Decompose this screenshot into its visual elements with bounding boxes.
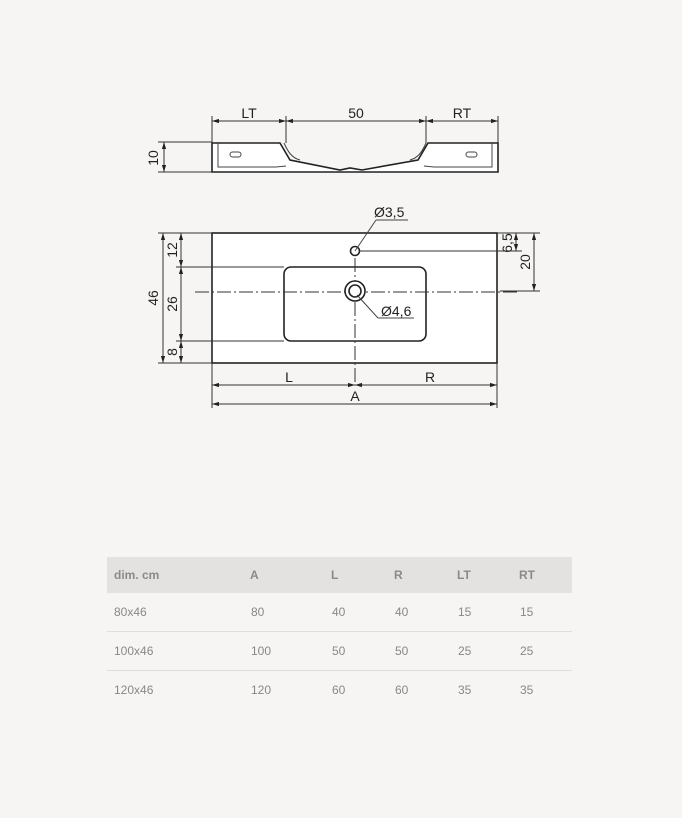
- header-l: L: [331, 557, 394, 593]
- table-row: [107, 671, 572, 710]
- basin-side-profile: [212, 143, 498, 172]
- top-view: [145, 204, 540, 408]
- label-drain: Ø4,6: [381, 303, 412, 319]
- label-20: 20: [517, 254, 533, 270]
- dimensions-table: [107, 557, 572, 709]
- side-view: [145, 105, 498, 172]
- label-6-5: 6,5: [499, 233, 515, 253]
- cell-a: 100: [250, 632, 331, 671]
- header-lt: LT: [457, 557, 519, 593]
- cell-lt: 15: [457, 593, 519, 632]
- label-8: 8: [164, 348, 180, 356]
- table-header-row: [107, 557, 572, 593]
- label-tap-hole: Ø3,5: [374, 204, 405, 220]
- label-lt: LT: [241, 105, 257, 121]
- cell-rt: 35: [520, 683, 534, 697]
- cell-r: 60: [395, 683, 409, 697]
- cell-lt: 35: [458, 683, 472, 697]
- table-row: [107, 632, 572, 671]
- label-26: 26: [164, 296, 180, 312]
- cell-dim: 120x46: [114, 683, 154, 697]
- header-r: R: [394, 557, 457, 593]
- cell-rt: 25: [519, 632, 572, 671]
- cell-dim: 80x46: [107, 593, 250, 632]
- label-rt: RT: [452, 105, 472, 121]
- cell-r: 40: [394, 593, 457, 632]
- label-46: 46: [145, 290, 161, 306]
- header-a: A: [250, 557, 331, 593]
- cell-r: 50: [394, 632, 457, 671]
- cell-lt: 25: [457, 632, 519, 671]
- cell-rt: 15: [519, 593, 572, 632]
- cell-dim: 100x46: [107, 632, 250, 671]
- cell-a: 80: [250, 593, 331, 632]
- cell-l: 60: [332, 683, 346, 697]
- table-row: [107, 593, 572, 632]
- cell-a: 120: [251, 683, 272, 697]
- header-dim: dim. cm: [107, 557, 250, 593]
- label-12: 12: [164, 242, 180, 258]
- cell-l: 50: [331, 632, 394, 671]
- label-l: L: [285, 369, 293, 385]
- label-r: R: [424, 369, 436, 385]
- label-10: 10: [145, 150, 161, 166]
- cell-l: 40: [331, 593, 394, 632]
- label-50: 50: [348, 105, 364, 121]
- label-a: A: [350, 388, 360, 404]
- header-rt: RT: [519, 557, 572, 593]
